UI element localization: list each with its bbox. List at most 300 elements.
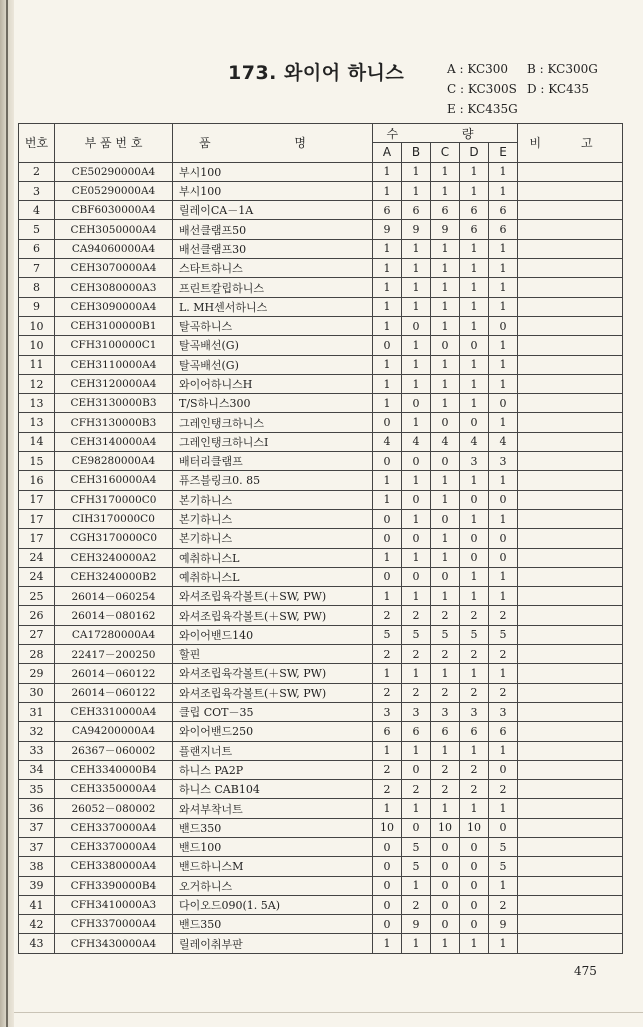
note-cell	[518, 780, 623, 799]
qty-c: 9	[431, 220, 460, 239]
qty-b: 2	[402, 895, 431, 914]
qty-e: 1	[489, 278, 518, 297]
part-number: CEH3140000A4	[55, 432, 173, 451]
part-name: 릴레이취부판	[173, 934, 373, 953]
qty-c: 1	[431, 297, 460, 316]
qty-a: 0	[373, 413, 402, 432]
qty-a: 9	[373, 220, 402, 239]
table-row	[19, 567, 623, 586]
note-cell	[518, 934, 623, 953]
note-cell	[518, 394, 623, 413]
part-name: L. MH센서하니스	[173, 297, 373, 316]
qty-a: 1	[373, 741, 402, 760]
qty-c: 1	[431, 548, 460, 567]
qty-b: 1	[402, 162, 431, 181]
qty-c: 1	[431, 799, 460, 818]
part-name: 탈곡배선(G)	[173, 336, 373, 355]
table-row	[19, 413, 623, 432]
qty-a: 2	[373, 780, 402, 799]
part-number: CEH3090000A4	[55, 297, 173, 316]
note-cell	[518, 567, 623, 586]
qty-d: 2	[460, 780, 489, 799]
table-row	[19, 297, 623, 316]
legend-e: E : KC435G	[447, 102, 518, 116]
note-cell	[518, 181, 623, 200]
qty-e: 5	[489, 837, 518, 856]
part-number: 22417－200250	[55, 645, 173, 664]
part-number: 26014－060122	[55, 664, 173, 683]
qty-d: 1	[460, 664, 489, 683]
part-name: 하니스 PA2P	[173, 760, 373, 779]
qty-a: 3	[373, 702, 402, 721]
row-number: 3	[19, 181, 55, 200]
qty-b: 0	[402, 394, 431, 413]
qty-a: 0	[373, 837, 402, 856]
part-number: CA94200000A4	[55, 722, 173, 741]
qty-e: 0	[489, 529, 518, 548]
qty-c: 1	[431, 162, 460, 181]
qty-a: 1	[373, 587, 402, 606]
qty-d: 0	[460, 837, 489, 856]
note-cell	[518, 374, 623, 393]
row-number: 29	[19, 664, 55, 683]
qty-b: 9	[402, 915, 431, 934]
qty-e: 1	[489, 336, 518, 355]
part-name: 와셔조립육각볼트(＋SW, PW)	[173, 587, 373, 606]
row-number: 13	[19, 413, 55, 432]
part-number: CEH3340000B4	[55, 760, 173, 779]
header-no: 번호	[19, 124, 55, 163]
part-name: 와이어밴드250	[173, 722, 373, 741]
row-number: 16	[19, 471, 55, 490]
row-number: 5	[19, 220, 55, 239]
row-number: 43	[19, 934, 55, 953]
qty-e: 1	[489, 162, 518, 181]
qty-b: 1	[402, 587, 431, 606]
qty-a: 1	[373, 316, 402, 335]
qty-c: 0	[431, 857, 460, 876]
part-name: 본기하니스	[173, 509, 373, 528]
qty-a: 0	[373, 567, 402, 586]
qty-b: 1	[402, 548, 431, 567]
part-number: 26014－060254	[55, 587, 173, 606]
qty-a: 0	[373, 509, 402, 528]
row-number: 26	[19, 606, 55, 625]
qty-c: 1	[431, 181, 460, 200]
qty-c: 1	[431, 316, 460, 335]
qty-b: 5	[402, 625, 431, 644]
part-name: 부시100	[173, 181, 373, 200]
part-name: 다이오드090(1. 5A)	[173, 895, 373, 914]
qty-a: 0	[373, 529, 402, 548]
row-number: 30	[19, 683, 55, 702]
qty-b: 0	[402, 316, 431, 335]
legend-c: C : KC300S	[447, 82, 517, 96]
table-row	[19, 355, 623, 374]
qty-e: 3	[489, 702, 518, 721]
table-row	[19, 722, 623, 741]
row-number: 10	[19, 316, 55, 335]
qty-c: 1	[431, 259, 460, 278]
part-number: CEH3240000B2	[55, 567, 173, 586]
part-number: CEH3130000B3	[55, 394, 173, 413]
qty-a: 10	[373, 818, 402, 837]
row-number: 31	[19, 702, 55, 721]
note-cell	[518, 587, 623, 606]
qty-e: 0	[489, 490, 518, 509]
qty-a: 0	[373, 452, 402, 471]
part-number: CGH3170000C0	[55, 529, 173, 548]
table-row	[19, 471, 623, 490]
qty-c: 1	[431, 471, 460, 490]
part-name: 그레인탱크하니스	[173, 413, 373, 432]
qty-d: 1	[460, 162, 489, 181]
qty-b: 0	[402, 567, 431, 586]
table-row	[19, 587, 623, 606]
part-number: 26052－080002	[55, 799, 173, 818]
qty-b: 1	[402, 413, 431, 432]
qty-c: 2	[431, 683, 460, 702]
part-number: CE05290000A4	[55, 181, 173, 200]
qty-c: 2	[431, 780, 460, 799]
part-number: CEH3370000A4	[55, 837, 173, 856]
qty-d: 5	[460, 625, 489, 644]
row-number: 8	[19, 278, 55, 297]
qty-e: 6	[489, 201, 518, 220]
part-number: CEH3050000A4	[55, 220, 173, 239]
part-name: 할핀	[173, 645, 373, 664]
part-number: CFH3370000A4	[55, 915, 173, 934]
qty-e: 0	[489, 548, 518, 567]
part-number: CFH3130000B3	[55, 413, 173, 432]
note-cell	[518, 201, 623, 220]
part-name: 와셔부착너트	[173, 799, 373, 818]
qty-d: 1	[460, 239, 489, 258]
note-cell	[518, 259, 623, 278]
part-name: 배터리클램프	[173, 452, 373, 471]
qty-b: 1	[402, 297, 431, 316]
row-number: 25	[19, 587, 55, 606]
qty-e: 1	[489, 355, 518, 374]
part-name: 밴드350	[173, 818, 373, 837]
qty-e: 1	[489, 876, 518, 895]
qty-d: 1	[460, 259, 489, 278]
part-name: 퓨즈블링크0. 85	[173, 471, 373, 490]
note-cell	[518, 799, 623, 818]
header-model-a: A	[373, 143, 402, 162]
table-row	[19, 915, 623, 934]
part-number: CFH3100000C1	[55, 336, 173, 355]
table-row	[19, 645, 623, 664]
qty-e: 1	[489, 471, 518, 490]
qty-b: 6	[402, 722, 431, 741]
qty-d: 3	[460, 702, 489, 721]
qty-a: 1	[373, 297, 402, 316]
qty-e: 1	[489, 741, 518, 760]
qty-d: 1	[460, 355, 489, 374]
part-name: 와이어하니스H	[173, 374, 373, 393]
table-row	[19, 837, 623, 856]
part-name: 예취하니스L	[173, 548, 373, 567]
table-row	[19, 201, 623, 220]
qty-c: 2	[431, 645, 460, 664]
note-cell	[518, 683, 623, 702]
qty-c: 1	[431, 490, 460, 509]
qty-a: 2	[373, 606, 402, 625]
qty-b: 1	[402, 471, 431, 490]
qty-b: 1	[402, 374, 431, 393]
header-part-no: 부 품 번 호	[55, 124, 173, 163]
qty-a: 1	[373, 181, 402, 200]
qty-c: 0	[431, 336, 460, 355]
qty-c: 1	[431, 934, 460, 953]
qty-e: 2	[489, 645, 518, 664]
qty-a: 0	[373, 336, 402, 355]
part-name: 배선클램프50	[173, 220, 373, 239]
qty-a: 1	[373, 471, 402, 490]
note-cell	[518, 452, 623, 471]
note-cell	[518, 471, 623, 490]
table-row	[19, 780, 623, 799]
header-model-b: B	[402, 143, 431, 162]
qty-b: 1	[402, 239, 431, 258]
qty-b: 2	[402, 645, 431, 664]
qty-d: 6	[460, 722, 489, 741]
part-name: 본기하니스	[173, 529, 373, 548]
note-cell	[518, 413, 623, 432]
row-number: 13	[19, 394, 55, 413]
table-row	[19, 452, 623, 471]
table-row	[19, 181, 623, 200]
part-name: 그레인탱크하니스I	[173, 432, 373, 451]
qty-d: 6	[460, 201, 489, 220]
qty-b: 5	[402, 857, 431, 876]
qty-c: 4	[431, 432, 460, 451]
qty-d: 1	[460, 567, 489, 586]
row-number: 11	[19, 355, 55, 374]
row-number: 27	[19, 625, 55, 644]
qty-e: 0	[489, 818, 518, 837]
qty-c: 0	[431, 837, 460, 856]
qty-c: 0	[431, 452, 460, 471]
qty-c: 1	[431, 355, 460, 374]
table-row	[19, 529, 623, 548]
note-cell	[518, 278, 623, 297]
part-name: 밴드하니스M	[173, 857, 373, 876]
page-bottom-edge	[14, 1012, 643, 1013]
note-cell	[518, 239, 623, 258]
row-number: 10	[19, 336, 55, 355]
qty-a: 2	[373, 645, 402, 664]
qty-e: 6	[489, 220, 518, 239]
qty-a: 0	[373, 876, 402, 895]
note-cell	[518, 316, 623, 335]
part-number: CFH3390000B4	[55, 876, 173, 895]
part-name: 와셔조립육각볼트(＋SW, PW)	[173, 683, 373, 702]
note-cell	[518, 818, 623, 837]
row-number: 12	[19, 374, 55, 393]
qty-a: 1	[373, 934, 402, 953]
qty-e: 1	[489, 413, 518, 432]
part-number: CEH3120000A4	[55, 374, 173, 393]
qty-c: 1	[431, 529, 460, 548]
qty-b: 3	[402, 702, 431, 721]
row-number: 42	[19, 915, 55, 934]
header-model-d: D	[460, 143, 489, 162]
qty-e: 3	[489, 452, 518, 471]
note-cell	[518, 625, 623, 644]
table-row	[19, 741, 623, 760]
qty-b: 0	[402, 529, 431, 548]
qty-a: 6	[373, 201, 402, 220]
note-cell	[518, 432, 623, 451]
qty-b: 5	[402, 837, 431, 856]
qty-d: 4	[460, 432, 489, 451]
qty-e: 2	[489, 683, 518, 702]
qty-c: 6	[431, 722, 460, 741]
qty-b: 0	[402, 818, 431, 837]
part-name: 밴드100	[173, 837, 373, 856]
qty-a: 2	[373, 760, 402, 779]
part-number: 26014－060122	[55, 683, 173, 702]
binding-line	[6, 0, 8, 1027]
row-number: 17	[19, 529, 55, 548]
page-title: 173. 와이어 하니스	[228, 62, 405, 84]
qty-b: 1	[402, 876, 431, 895]
qty-a: 1	[373, 355, 402, 374]
table-row	[19, 895, 623, 914]
part-name: 예취하니스L	[173, 567, 373, 586]
qty-a: 1	[373, 394, 402, 413]
qty-a: 2	[373, 683, 402, 702]
part-number: CEH3310000A4	[55, 702, 173, 721]
legend-a: A : KC300	[447, 62, 509, 76]
note-cell	[518, 760, 623, 779]
part-number: CFH3410000A3	[55, 895, 173, 914]
header-model-c: C	[431, 143, 460, 162]
qty-b: 2	[402, 683, 431, 702]
table-row	[19, 818, 623, 837]
qty-d: 1	[460, 374, 489, 393]
note-cell	[518, 355, 623, 374]
qty-d: 1	[460, 934, 489, 953]
part-name: 탈곡하니스	[173, 316, 373, 335]
qty-c: 3	[431, 702, 460, 721]
qty-d: 0	[460, 895, 489, 914]
note-cell	[518, 490, 623, 509]
qty-a: 1	[373, 374, 402, 393]
qty-e: 1	[489, 664, 518, 683]
legend-d: D : KC435	[527, 82, 590, 96]
qty-d: 2	[460, 760, 489, 779]
qty-d: 1	[460, 799, 489, 818]
qty-c: 0	[431, 567, 460, 586]
qty-e: 1	[489, 509, 518, 528]
part-number: CEH3160000A4	[55, 471, 173, 490]
part-number: 26367－060002	[55, 741, 173, 760]
qty-d: 1	[460, 316, 489, 335]
qty-a: 1	[373, 278, 402, 297]
qty-e: 0	[489, 394, 518, 413]
row-number: 2	[19, 162, 55, 181]
note-cell	[518, 336, 623, 355]
qty-c: 2	[431, 760, 460, 779]
qty-c: 1	[431, 394, 460, 413]
qty-a: 1	[373, 664, 402, 683]
header-model-e: E	[489, 143, 518, 162]
qty-c: 1	[431, 374, 460, 393]
qty-d: 2	[460, 606, 489, 625]
qty-c: 10	[431, 818, 460, 837]
qty-c: 6	[431, 201, 460, 220]
qty-b: 1	[402, 799, 431, 818]
part-name: 부시100	[173, 162, 373, 181]
qty-b: 2	[402, 780, 431, 799]
note-cell	[518, 915, 623, 934]
qty-a: 1	[373, 799, 402, 818]
part-number: CEH3240000A2	[55, 548, 173, 567]
qty-c: 2	[431, 606, 460, 625]
table-row	[19, 394, 623, 413]
qty-d: 1	[460, 278, 489, 297]
row-number: 37	[19, 818, 55, 837]
table-row	[19, 259, 623, 278]
note-cell	[518, 162, 623, 181]
qty-e: 1	[489, 181, 518, 200]
qty-d: 0	[460, 876, 489, 895]
qty-d: 3	[460, 452, 489, 471]
part-number: CEH3350000A4	[55, 780, 173, 799]
qty-e: 1	[489, 587, 518, 606]
part-name: 와셔조립육각볼트(＋SW, PW)	[173, 664, 373, 683]
qty-d: 1	[460, 181, 489, 200]
qty-a: 4	[373, 432, 402, 451]
qty-e: 2	[489, 606, 518, 625]
qty-d: 1	[460, 471, 489, 490]
qty-c: 1	[431, 664, 460, 683]
qty-e: 9	[489, 915, 518, 934]
table-row	[19, 625, 623, 644]
part-number: CA17280000A4	[55, 625, 173, 644]
table-row	[19, 490, 623, 509]
note-cell	[518, 895, 623, 914]
row-number: 17	[19, 490, 55, 509]
part-name: 릴레이CA－1A	[173, 201, 373, 220]
qty-e: 1	[489, 259, 518, 278]
part-name: 밴드350	[173, 915, 373, 934]
table-row	[19, 278, 623, 297]
qty-e: 5	[489, 625, 518, 644]
qty-b: 1	[402, 355, 431, 374]
part-number: CBF6030000A4	[55, 201, 173, 220]
legend-b: B : KC300G	[527, 62, 598, 76]
part-name: 프린트칼립하니스	[173, 278, 373, 297]
header-note: 비 고	[518, 124, 623, 163]
qty-d: 2	[460, 645, 489, 664]
qty-a: 0	[373, 857, 402, 876]
qty-b: 4	[402, 432, 431, 451]
part-name: 탈곡배선(G)	[173, 355, 373, 374]
qty-b: 6	[402, 201, 431, 220]
qty-e: 4	[489, 432, 518, 451]
part-number: CE50290000A4	[55, 162, 173, 181]
note-cell	[518, 722, 623, 741]
row-number: 38	[19, 857, 55, 876]
row-number: 7	[19, 259, 55, 278]
qty-e: 2	[489, 780, 518, 799]
qty-d: 2	[460, 683, 489, 702]
qty-a: 1	[373, 259, 402, 278]
